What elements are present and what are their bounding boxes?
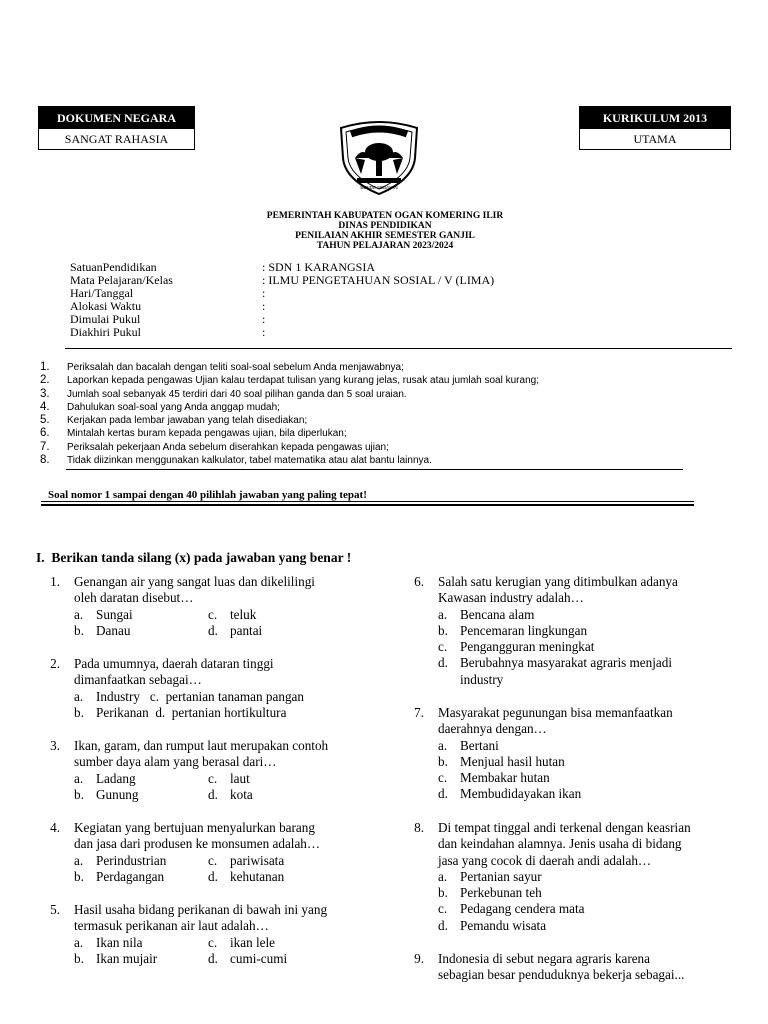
question-6: 6. Salah satu kerugian yang ditimbulkan adanya Kawasan industry adalah… a. Bencana alam b. Pencemaran lingkungan c. Pengangguran meningkat d. Berubahnya masyarakat agraris menjadi industry <box>398 574 748 688</box>
option-row: a. Ikan nila c. ikan lele <box>74 934 276 950</box>
header-line-department: DINAS PENDIDIKAN <box>338 221 432 231</box>
question-1: 1. Genangan air yang sangat luas dan dikelilingi oleh daratan disebut… a. Sungai c. teluk b. Danau d. pantai <box>34 574 394 639</box>
option-b: Perdagangan <box>96 868 165 884</box>
info-label: SatuanPendidikan <box>70 260 157 274</box>
info-label: Dimulai Pukul <box>70 312 141 326</box>
option-c: c. Membakar hutan <box>438 770 550 786</box>
option-row: b. Perikanan d. pertanian hortikultura <box>74 704 287 720</box>
option-row: b. Danau d. pantai <box>74 622 263 638</box>
question-stem: Pada umumnya, daerah dataran tinggi <box>74 656 274 671</box>
info-value: : SDN 1 KARANGSIA <box>262 260 376 274</box>
option-d: kehutanan <box>230 868 285 884</box>
option-b: b. Perkebunan teh <box>438 885 542 901</box>
instruction-item: 2. Laporkan kepada pengawas Ujian kalau terdapat tulisan yang kurang jelas, rusak atau jumlah soal kurang; <box>40 374 539 387</box>
info-value: : <box>262 299 266 313</box>
option-row: b. Gunung d. kota <box>74 786 253 802</box>
info-label: Hari/Tanggal <box>70 286 134 300</box>
info-label: Diakhiri Pukul <box>70 325 141 339</box>
info-value: : <box>262 325 266 339</box>
question-stem: oleh daratan disebut… <box>74 590 194 606</box>
info-label: Mata Pelajaran/Kelas <box>70 273 173 287</box>
option-c: laut <box>230 770 250 786</box>
header-line-government: PEMERINTAH KABUPATEN OGAN KOMERING ILIR <box>266 211 504 221</box>
section-title: I. Berikan tanda silang (x) pada jawaban yang benar ! <box>36 550 352 565</box>
option-a: Perindustrian <box>96 852 167 868</box>
question-stem: sumber daya alam yang berasal dari… <box>74 754 277 770</box>
question-stem: Hasil usaha bidang perikanan di bawah ini yang <box>74 902 328 917</box>
option-c: c. Pengangguran meningkat <box>438 639 595 655</box>
question-stem: Di tempat tinggal andi terkenal dengan keasrian <box>438 820 691 835</box>
question-stem: daerahnya dengan… <box>438 721 547 737</box>
question-5: 5. Hasil usaha bidang perikanan di bawah ini yang termasuk perikanan air laut adalah… a. Ikan nila c. ikan lele b. Ikan mujair d. cumi-cumi <box>34 902 394 967</box>
option-row: b. Perdagangan d. kehutanan <box>74 868 285 884</box>
question-8: 8. Di tempat tinggal andi terkenal dengan keasrian dan keindahan alamnya. Jenis usaha di bidang jasa yang cocok di daerah andi adalah… a. Pertanian sayur b. Perkebunan teh c. Pedagang cendera mata d. Pemandu wisata <box>398 820 748 934</box>
question-stem: Indonesia di sebut negara agraris karena <box>438 951 651 966</box>
option-a: Sungai <box>96 606 133 622</box>
option-b: Ikan mujair <box>96 950 158 966</box>
option-b-d: Perikanan d. pertanian hortikultura <box>96 704 287 720</box>
option-a: a. Pertanian sayur <box>438 868 542 884</box>
header-line-school-year: TAHUN PELAJARAN 2023/2024 <box>316 241 454 251</box>
question-stem: jasa yang cocok di daerah andi adalah… <box>438 852 652 868</box>
option-c: teluk <box>230 606 257 622</box>
option-c: ikan lele <box>230 934 276 950</box>
question-stem: dan keindahan alamnya. Jenis usaha di bidang <box>438 836 682 852</box>
instruction-item: 1. Periksalah dan bacalah dengan teliti soal-soal sebelum Anda menjawabnya; <box>40 361 404 373</box>
option-b: b. Menjual hasil hutan <box>438 753 565 769</box>
instruction-item: 4. Dahulukan soal-soal yang Anda anggap mudah; <box>40 400 280 413</box>
question-stem: termasuk perikanan air laut adalah… <box>74 918 269 934</box>
option-row: a. Perindustrian c. pariwisata <box>74 852 285 868</box>
question-stem: dimanfaatkan sebagai… <box>74 672 202 688</box>
question-7: 7. Masyarakat pegunungan bisa memanfaatkan daerahnya dengan… a. Bertani b. Menjual hasil hutan c. Membakar hutan d. Membudidayakan ikan <box>398 705 748 803</box>
header-line-assessment: PENILAIAN AKHIR SEMESTER GANJIL <box>295 231 475 241</box>
option-a-c: Industry c. pertanian tanaman pangan <box>96 688 304 704</box>
question-stem: Salah satu kerugian yang ditimbulkan adanya <box>438 574 678 589</box>
info-value: : ILMU PENGETAHUAN SOSIAL / V (LIMA) <box>262 273 495 287</box>
option-c: pariwisata <box>230 852 285 868</box>
question-stem: Kawasan industry adalah… <box>438 590 584 606</box>
option-row: a. Industry c. pertanian tanaman pangan <box>74 688 304 704</box>
question-3: 3. Ikan, garam, dan rumput laut merupakan contoh sumber daya alam yang berasal dari… a. Ladang c. laut b. Gunung d. kota <box>34 738 394 803</box>
instruction-item: 8. Tidak diizinkan menggunakan kalkulator, tabel matematika atau alat bantu lainnya. <box>40 454 432 467</box>
option-row: a. Ladang c. laut <box>74 770 250 786</box>
option-b: b. Pencemaran lingkungan <box>438 622 588 638</box>
document-classification-box <box>38 106 195 150</box>
info-label: Alokasi Waktu <box>70 299 142 313</box>
option-c: c. Pedagang cendera mata <box>438 901 585 917</box>
info-value: : <box>262 286 266 300</box>
option-d: cumi-cumi <box>230 950 288 966</box>
option-d: pantai <box>230 622 263 638</box>
instruction-item: 6. Mintalah kertas buram kepada pengawas ujian, bila diperlukan; <box>40 427 347 440</box>
option-b: Gunung <box>96 786 139 802</box>
curriculum-box <box>579 106 731 150</box>
divider-line <box>65 348 732 349</box>
option-a: a. Bertani <box>438 737 499 753</box>
option-d: d. Berubahnya masyarakat agraris menjadi <box>438 655 673 671</box>
question-stem: Kegiatan yang bertujuan menyalurkan barang <box>74 820 315 835</box>
secrecy-label: SANGAT RAHASIA <box>64 132 169 146</box>
classification-label: DOKUMEN NEGARA <box>39 107 194 129</box>
question-stem: Masyarakat pegunungan bisa memanfaatkan <box>438 705 673 720</box>
option-row: b. Ikan mujair d. cumi-cumi <box>74 950 288 966</box>
institution-header <box>180 211 590 251</box>
instruction-item: 5. Kerjakan pada lembar jawaban yang telah disediakan; <box>40 414 308 427</box>
question-4: 4. Kegiatan yang bertujuan menyalurkan barang dan jasa dari produsen ke monsumen adalah… a. Perindustrian c. pariwisata b. Perdagangan d. kehutanan <box>34 820 394 885</box>
question-2: 2. Pada umumnya, daerah dataran tinggi dimanfaatkan sebagai… a. Industry c. pertanian tanaman pangan b. Perikanan d. pertanian hortikultura <box>34 656 394 721</box>
question-stem: Ikan, garam, dan rumput laut merupakan contoh <box>74 738 329 753</box>
option-d: kota <box>230 786 253 802</box>
option-a: a. Bencana alam <box>438 606 535 622</box>
divider-line <box>66 469 683 470</box>
question-9: 9. Indonesia di sebut negara agraris karena sebagian besar penduduknya bekerja sebagai... <box>398 951 748 984</box>
exam-type-label: UTAMA <box>633 132 677 146</box>
double-rule-top <box>41 501 694 502</box>
question-stem: sebagian besar penduduknya bekerja sebagai... <box>438 967 685 983</box>
instruction-item: 7. Periksalah pekerjaan Anda sebelum diserahkan kepada pengawas ujian; <box>40 440 389 453</box>
option-a: Ikan nila <box>96 934 143 950</box>
double-rule-bottom <box>41 504 694 506</box>
option-row: a. Sungai c. teluk <box>74 606 257 622</box>
question-stem: dan jasa dari produsen ke monsumen adalah… <box>74 836 321 852</box>
option-b: Danau <box>96 622 131 638</box>
answer-instruction-note: Soal nomor 1 sampai dengan 40 pilihlah jawaban yang paling tepat! <box>48 489 367 501</box>
instruction-item: 3. Jumlah soal sebanyak 45 terdiri dari 40 soal pilihan ganda dan 5 soal uraian. <box>40 387 407 400</box>
curriculum-label: KURIKULUM 2013 <box>580 107 730 129</box>
option-d-continued: industry <box>460 671 504 687</box>
option-d: d. Pemandu wisata <box>438 917 547 933</box>
info-value: : <box>262 312 266 326</box>
emblem-motto-text: BENDE SEBAYAN <box>360 185 398 190</box>
regency-emblem-logo <box>335 118 423 196</box>
option-a: Ladang <box>96 770 136 786</box>
option-d: d. Membudidayakan ikan <box>438 786 582 802</box>
instruction-list <box>40 361 690 467</box>
question-stem: Genangan air yang sangat luas dan dikelilingi <box>74 574 315 589</box>
